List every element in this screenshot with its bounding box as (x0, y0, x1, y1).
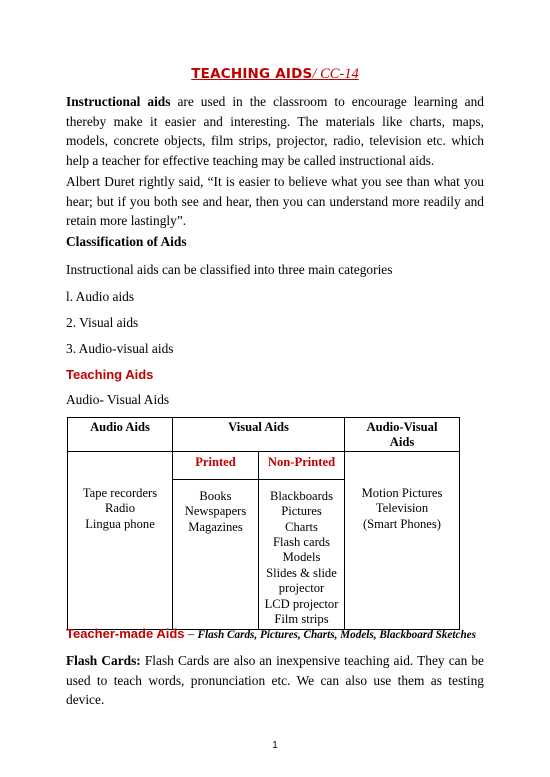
title-main: TEACHING AIDS (191, 66, 313, 82)
document-title (0, 66, 550, 83)
list-item: Charts (285, 519, 318, 534)
classification-heading: Classification of Aids (66, 234, 187, 249)
list-item: projector (278, 581, 325, 596)
quote-paragraph: Albert Duret rightly said, “It is easier to believe what you see than what you hear; but if you both see and hear, then you can understand more readily and retain more lastingly”. (66, 174, 484, 229)
intro-text: are used in the classroom to encourage learning and thereby make it easier and interesting. The materials like charts, maps, models, concrete objects, film strips, projector, radio, television etc. which help a teacher for effective teaching may be called instructional aids. (66, 94, 484, 168)
classification-intro: Instructional aids can be classified into three main categories (66, 262, 393, 277)
list-item: Newspapers (184, 504, 247, 519)
list-item: Books (199, 488, 232, 503)
header-audio-aids: Audio Aids (68, 418, 173, 452)
list-item: Tape recorders (82, 485, 158, 500)
header-audio-visual-aids (345, 418, 460, 452)
classification-item-1: l. Audio aids (66, 289, 135, 304)
teacher-made-aids-items: Flash Cards, Pictures, Charts, Models, Blackboard Sketches (197, 629, 476, 641)
classification-item-3: 3. Audio-visual aids (66, 341, 174, 356)
page-number: 1 (272, 740, 278, 751)
list-item: Pictures (281, 504, 322, 519)
table-caption: Audio- Visual Aids (66, 392, 170, 407)
aids-table (67, 417, 460, 630)
list-item: Radio (104, 501, 136, 516)
flash-cards-text: Flash Cards are also an inexpensive teaching aid. They can be used to teach words, pronunciation etc. We can also use them as testing device. (66, 653, 484, 708)
flash-cards-paragraph (66, 651, 484, 710)
teacher-made-aids-heading: Teacher-made Aids (66, 626, 185, 641)
list-item: Blackboards (270, 488, 333, 503)
teaching-aids-heading: Teaching Aids (66, 367, 154, 382)
list-item: Slides & slide (266, 565, 337, 580)
list-item: Television (375, 501, 429, 516)
intro-paragraph (66, 92, 484, 170)
printed-aids-cell (173, 479, 259, 630)
title-course-code: / CC-14 (312, 66, 359, 82)
flash-cards-lead: Flash Cards: (66, 653, 141, 668)
classification-item-2: 2. Visual aids (66, 315, 139, 330)
header-visual-aids: Visual Aids (173, 418, 345, 452)
teacher-made-dash: – (184, 626, 198, 641)
header-av-line-1: Audio-Visual (366, 420, 438, 434)
list-item: (Smart Phones) (362, 516, 441, 531)
list-item: Motion Pictures (361, 485, 443, 500)
audio-aids-cell (68, 451, 173, 630)
list-item: Flash cards (272, 535, 330, 550)
list-item: Models (282, 550, 321, 565)
subheader-printed: Printed (173, 451, 259, 479)
audio-visual-aids-cell (345, 451, 460, 630)
subheader-non-printed: Non-Printed (259, 451, 345, 479)
header-av-line-2: Aids (389, 435, 415, 450)
intro-lead: Instructional aids (66, 94, 171, 109)
list-item: Magazines (188, 519, 243, 534)
non-printed-aids-cell (259, 479, 345, 630)
list-item: Lingua phone (85, 516, 155, 531)
list-item: LCD projector (264, 596, 339, 611)
teacher-made-aids-line (66, 626, 476, 642)
list-item: Film strips (274, 612, 329, 627)
